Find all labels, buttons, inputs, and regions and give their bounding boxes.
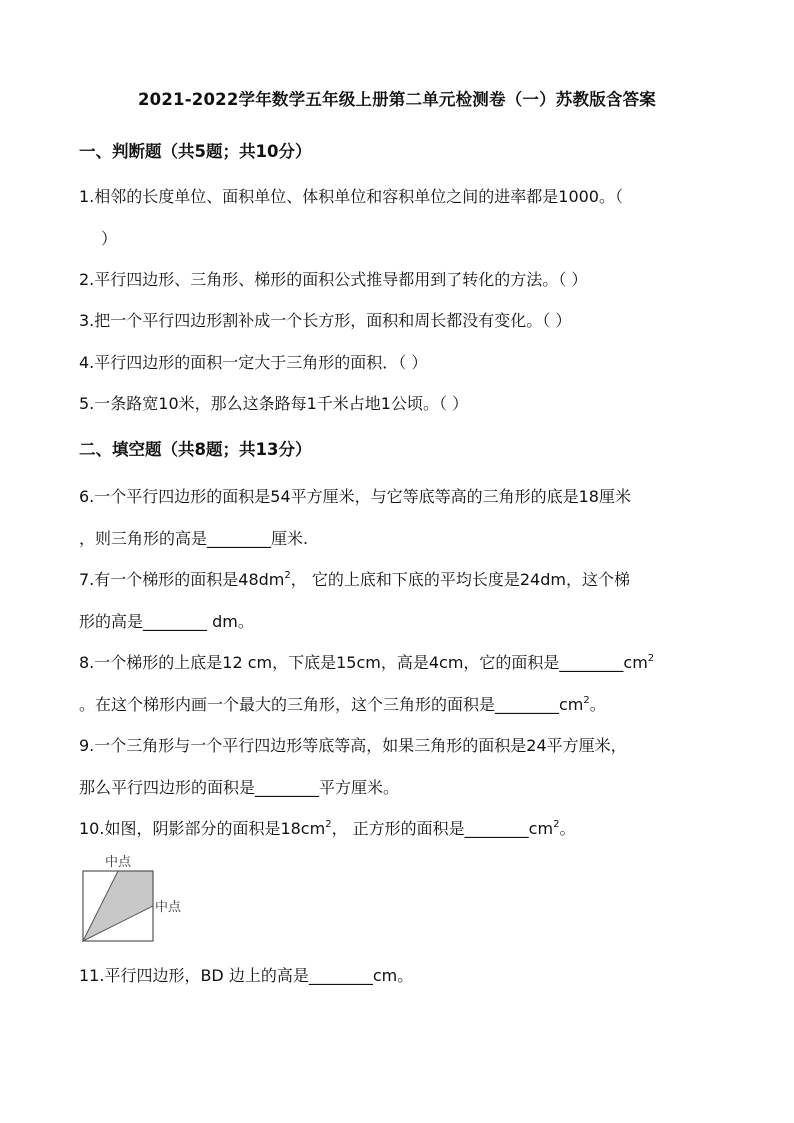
question-10-text-b: ， 正方形的面积是________cm (331, 819, 554, 838)
question-8-text-b: 。在这个梯形内画一个最大的三角形，这个三角形的面积是________cm (79, 695, 584, 714)
question-7-superscript: 2 (284, 570, 291, 581)
question-1-line-1: 1.相邻的长度单位、面积单位、体积单位和容积单位之间的进率都是1000。（ (79, 187, 623, 206)
question-7-text-b: ， 它的上底和下底的平均长度是24dm，这个梯 (290, 570, 630, 589)
question-8-superscript-1: 2 (647, 653, 655, 664)
question-3: 3.把一个平行四边形割补成一个长方形，面积和周长都没有变化。（ ） (79, 311, 572, 330)
section-heading-true-false: 一、判断题（共5题；共10分） (79, 142, 312, 161)
question-8 (79, 642, 719, 726)
question-8-text-a: 8.一个梯形的上底是12 cm，下底是15cm，高是4cm，它的面积是________cm (79, 653, 648, 672)
question-6-line-1: 6.一个平行四边形的面积是54平方厘米，与它等底等高的三角形的底是18厘米 (79, 487, 631, 506)
shaded-region (83, 871, 153, 941)
question-7-line-1 (79, 559, 719, 601)
midpoint-label-right: 中点 (155, 900, 182, 915)
question-2: 2.平行四边形、三角形、梯形的面积公式推导都用到了转化的方法。（ ） (79, 270, 588, 289)
question-5: 5.一条路宽10米，那么这条路每1千米占地1公顷。（ ） (79, 394, 469, 413)
question-10-superscript-1: 2 (325, 819, 332, 830)
question-10-text-c: 。 (559, 819, 576, 838)
question-9-line-1: 9.一个三角形与一个平行四边形等底等高，如果三角形的面积是24平方厘米， (79, 736, 627, 755)
question-7-text-a: 7.有一个梯形的面积是48dm (79, 570, 285, 589)
question-10-text-a: 10.如图，阴影部分的面积是18cm (79, 819, 326, 838)
question-8-line-2 (79, 684, 719, 726)
question-9-line-2: 那么平行四边形的面积是________平方厘米。 (79, 778, 400, 797)
question-10 (79, 808, 719, 850)
question-11: 11.平行四边形，BD 边上的高是________cm。 (79, 966, 414, 985)
square-midpoint-figure (78, 853, 190, 945)
question-10-superscript-2: 2 (553, 819, 560, 830)
question-8-text-c: 。 (589, 695, 606, 714)
question-1 (79, 176, 719, 260)
question-7-line-2: 形的高是________ dm。 (79, 612, 254, 631)
question-8-superscript-2: 2 (583, 695, 590, 706)
question-7 (79, 559, 719, 643)
section-heading-fill-blank: 二、填空题（共8题；共13分） (79, 440, 312, 459)
page-title: 2021-2022学年数学五年级上册第二单元检测卷（一）苏教版含答案 (138, 90, 656, 109)
question-10-line-1 (79, 808, 719, 850)
question-8-line-1 (79, 642, 719, 684)
question-1-line-2: ） (101, 229, 118, 248)
question-6 (79, 476, 719, 560)
midpoint-label-top: 中点 (105, 855, 132, 870)
question-9 (79, 725, 719, 809)
figure-svg (78, 853, 190, 945)
question-4: 4.平行四边形的面积一定大于三角形的面积．（ ） (79, 353, 428, 372)
question-6-line-2: ，则三角形的高是________厘米. (79, 529, 309, 548)
